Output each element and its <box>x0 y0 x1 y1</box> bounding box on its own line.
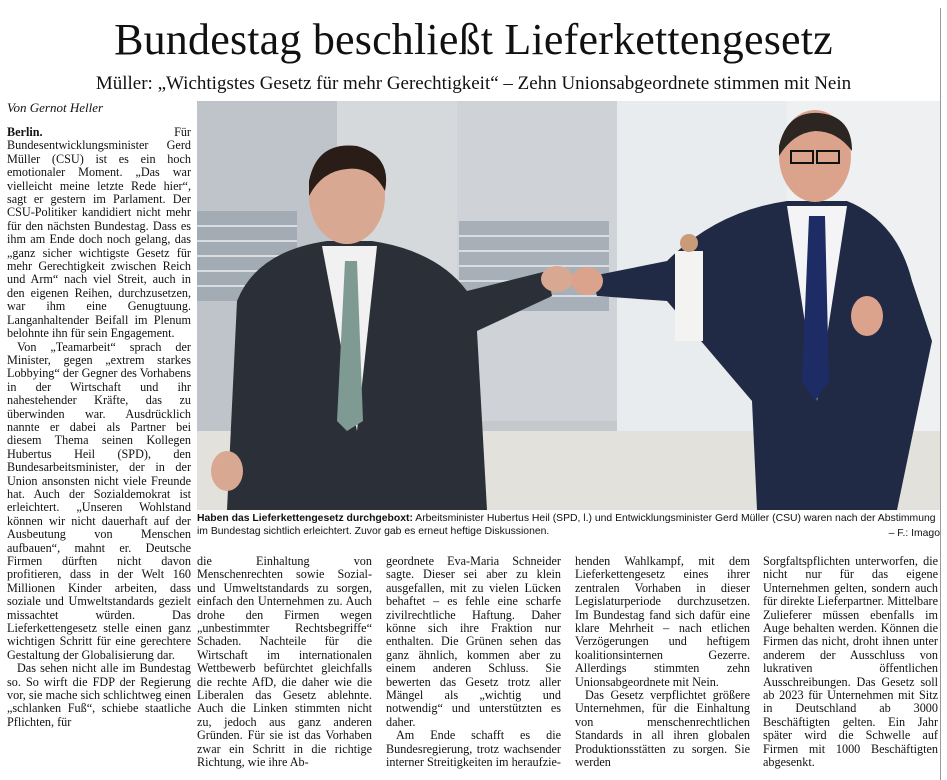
article-column-2 <box>197 555 372 780</box>
article-paragraph: Am Ende schafft es die Bundesregierung, trotz wachsender interner Streitigkeiten im heraufzie- <box>386 728 561 770</box>
photo-caption <box>197 513 940 538</box>
caption-text: Arbeitsminister Hubertus Heil (SPD, l.) und Entwicklungsminister Gerd Müller (CSU) waren nach der Abstimmung im Bundestag sichtlich erleichtert. Zuvor gab es erneut heftige Diskussionen. <box>197 513 936 537</box>
subheadline: Müller: „Wichtigstes Gesetz für mehr Gerechtigkeit“ – Zehn Unionsabgeordnete stimmen mit Nein <box>95 73 852 94</box>
dateline: Berlin. <box>7 126 43 139</box>
article-paragraph: Das sehen nicht alle im Bundestag so. So wirft die FDP der Regierung vor, sie mache sich schlichtweg einen „schlanken Fuß“, schiebe staatliche Pflichten, für <box>7 661 191 729</box>
byline: Von Gernot Heller <box>7 100 104 115</box>
article-column-5 <box>763 555 938 780</box>
caption-lead: Haben das Lieferkettengesetz durchgeboxt: <box>197 513 413 524</box>
article-paragraph <box>7 126 191 341</box>
headline: Bundestag beschließt Lieferkettengesetz <box>114 15 833 64</box>
article-column-3 <box>386 555 561 780</box>
article-paragraph: Sorgfaltspflichten unterworfen, die nicht nur für das eigene Unternehmen gelten, sondern auch für direkte Lieferpartner. Mittelbare Zulieferer müssen ebenfalls im Auge behalten werden. Können die Firmen das nicht, droht ihnen unter anderem der Ausschluss von lukrativen öffentlichen Ausschreibungen. Das Gesetz soll ab 2023 für Unternehmen mit Sitz in Deutschland ab 3000 Beschäftigten gelten. Ein Jahr später wird die Schwelle auf Firmen mit 1000 Beschäftigten abgesenkt. <box>763 555 938 770</box>
article-photo <box>197 101 940 510</box>
photo-illustration <box>197 101 940 510</box>
paragraph-text: Für Bundesentwicklungsminister Gerd Müller (CSU) ist es ein hoch emotionaler Moment. „Das war vielleicht meine letzte Rede hier“, sagt er gestern im Parlament. Der CSU-Politiker kandidiert nicht mehr für den nächsten Bundestag. Dass es ihm am Ende doch noch gelang, das „ganz sicher wichtigste Gesetz für mehr Gerechtigkeit zwischen Reich und Arm“ nach viel Streit, auch in den eigenen Reihen, durchzusetzen, war ihm eine Genugtuung. Langanhaltender Beifall im Plenum belohnte ihn für sein Engagement. <box>7 126 191 341</box>
article-paragraph: geordnete Eva-Maria Schneider sagte. Dieser sei aber zu klein ausgefallen, mit zu vielen Lücken behaftet – es fehle eine scharfe zivilrechtliche Haftung. Daher könne sich ihre Fraktion nur enthalten. Die Grünen sehen das ganz ähnlich, kommen aber zu einem anderen Schluss. Sie bewerten das Gesetz trotz aller Mängel als „wichtig und notwendig“ und unterstützten es daher. <box>386 555 561 729</box>
column-rule <box>940 8 941 780</box>
article-column-1 <box>7 126 191 778</box>
article-paragraph: die Einhaltung von Menschenrechten sowie Sozial- und Umweltstandards zu sorgen, einfach den Unternehmen zu. Auch drohe den Firmen wegen „unbestimmter Rechtsbegriffe“ Schaden. Nachteile für die Wirtschaft im internationalen Wettbewerb befürchtet gleichfalls die rechte AfD, die daher wie die Liberalen das Gesetz ablehnte. Auch die Linken stimmten nicht zu, jedoch aus ganz anderen Gründen. Für sie ist das Vorhaben zwar ein Schritt in die richtige Richtung, wie ihre Ab- <box>197 555 372 770</box>
article-paragraph: Das Gesetz verpflichtet größere Unternehmen, für die Einhaltung von menschenrechtlichen Standards in all ihren globalen Produktionsstätten zu sorgen. Sie werden <box>575 688 750 770</box>
article-paragraph: henden Wahlkampf, mit dem Lieferkettengesetz eines ihrer zentralen Vorhaben in dieser Legislaturperiode durchzusetzen. Im Bundestag fand sich dafür eine klare Mehrheit – nach etlichen Verzögerungen und heftigem koalitionsinternen Gezerre. Allerdings stimmten zehn Unionsabgeordnete mit Nein. <box>575 555 750 689</box>
article-column-4 <box>575 555 750 780</box>
photo-credit: – F.: Imago <box>888 528 940 539</box>
article-paragraph: Von „Teamarbeit“ sprach der Minister, gegen „extrem starkes Lobbying“ der Gegner des Vorhabens in der Wirtschaft und ihr nahestehender Kräfte, das zu überwinden war. Ausdrücklich nannte er dabei als Partner bei diesem Thema seinen Kollegen Hubertus Heil (SPD), den Bundesarbeitsminister, der in der Union ansonsten nicht viele Freunde hat. Auch der Sozialdemokrat ist erleichtert. „Unseren Wohlstand können wir nicht dauerhaft auf der Ausbeutung von Menschen aufbauen“, mahnt er. Deutsche Firmen dürften nicht davon profitieren, dass in der Welt 160 Millionen Kinder arbeiten, dass soziale und Umweltstandards gezielt missachtet würden. Das Lieferkettengesetz stelle einen ganz wichtigen Schritt für eine gerechtere Gestaltung der Globalisierung dar. <box>7 339 191 662</box>
